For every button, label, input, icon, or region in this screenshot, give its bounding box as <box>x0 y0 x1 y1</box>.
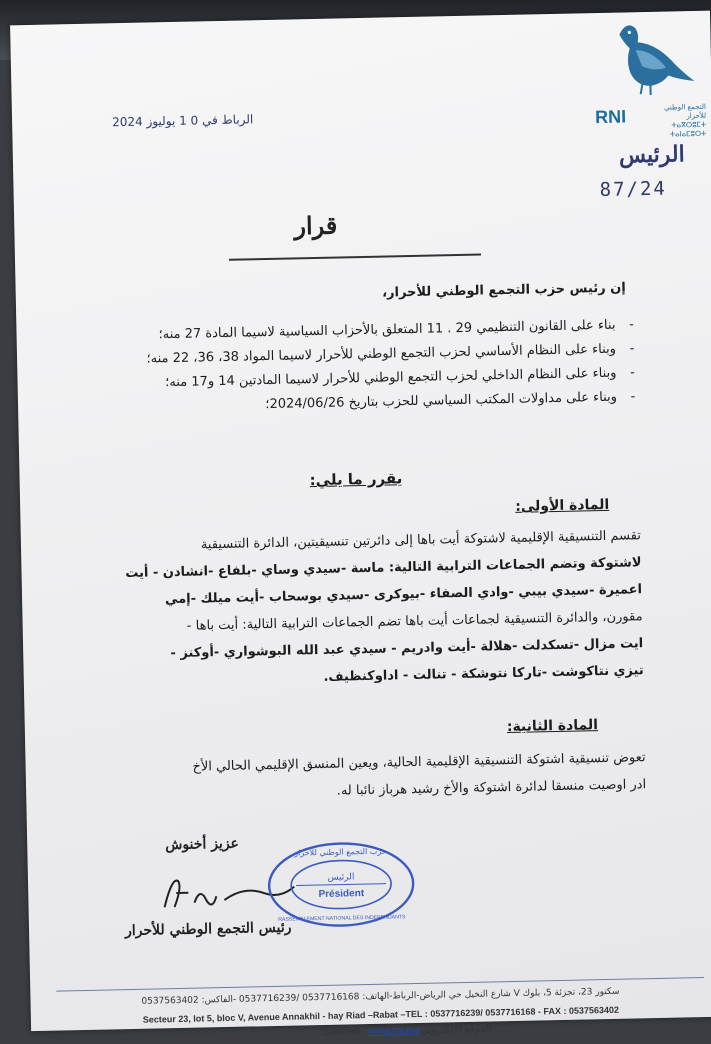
list-item: - وبناء على النظام الداخلي لحزب التجمع الوطني للأحرار لاسيما المادتين 14 و17 منه؛ <box>165 364 635 390</box>
svg-text:Président: Président <box>318 888 365 901</box>
title-underline <box>229 254 481 261</box>
svg-text:RASSEMBLEMENT NATIONAL DES IND: RASSEMBLEMENT NATIONAL DES INDEPENDANTS <box>278 914 406 923</box>
footer-website: SiteWeb : www.rni.ma : الموقع الإلكتروني <box>322 1023 500 1039</box>
signer-name: عزيز أخنوش <box>165 835 240 854</box>
document-page <box>10 11 711 1039</box>
brand-rni: RNI <box>594 106 627 128</box>
article-line: لاشتوكة وتضم الجماعات الترابية التالية: ماسة -سيدي وساي -بلفاع -انشادن - أيت <box>125 555 642 582</box>
official-stamp <box>265 839 417 930</box>
decides-heading: يقرر ما يلي: <box>309 469 403 490</box>
list-item: - وبناء على النظام الأساسي لحزب التجمع الوطني للأحرار لاسيما المواد 38، 36، 22 منه؛ <box>146 340 635 367</box>
date-line: الرباط في 0 1 يوليوز 2024 <box>111 112 254 130</box>
article-line: اعميرة -سيدي بيبي -وادي الصفاء -بيوكرى -سيدي بوسحاب -أيت ميلك -إمي <box>164 582 643 608</box>
svg-text:حزب التجمع الوطني للأحرار: حزب التجمع الوطني للأحرار <box>294 846 387 858</box>
logo-party-name: التجمع الوطني للأحرار ⵜⴰⴳⵔⵓⵎⵜ ⵜⴰⵏⴰⵎⵓⵔⵜ <box>663 102 707 139</box>
article-line: تقسم التنسيقية الإقليمية لاشتوكة أيت باها إلى دائرتين تنسيقيتين، الدائرة التنسيقية <box>200 528 642 553</box>
dove-logo-icon <box>605 19 697 101</box>
article-1-heading: المادة الأولى: <box>515 496 610 515</box>
document-title: قرار <box>294 210 338 241</box>
footer-address-ar: سكتور 23، تجزئة 5، بلوك V شارع النخيل حي الرياض-الرباط-الهاتف: 0537716168 /0537716239 -الفاكس: 0537563402 <box>141 986 620 1007</box>
website-link[interactable]: www.rni.ma <box>368 1024 421 1038</box>
svg-text:الرئيس: الرئيس <box>327 872 355 883</box>
footer-address-fr: Secteur 23, lot 5, bloc V, Avenue Annakhil - hay Riad –Rabat –TEL : 0537716239/ 0537716168 - FAX : 0537563402 <box>142 1004 620 1025</box>
list-item: - وبناء على مداولات المكتب السياسي للحزب بتاريخ 2024/06/26؛ <box>265 388 636 412</box>
signer-title: رئيس التجمع الوطني للأحرار <box>124 919 292 940</box>
intro-line: إن رئيس حزب التجمع الوطني للأحرار، <box>381 280 626 301</box>
article-line: ادر اوصيت منسقا لدائرة اشتوكة والأخ رشيد هرباز نائبا له. <box>336 777 647 799</box>
president-label: الرئيس <box>618 141 685 169</box>
article-line: مقورن، والدائرة التنسيقية لجماعات أيت باها تضم الجماعات الترابية التالية: أيت باها - <box>186 609 643 634</box>
article-2-heading: المادة الثانية: <box>506 717 599 736</box>
list-item: - بناء على القانون التنظيمي 29 . 11 المتعلق بالأحزاب السياسية لاسيما المادة 27 منه؛ <box>158 316 634 342</box>
article-line: تعوض تنسيقية اشتوكة التنسيقية الإقليمية الحالية، ويعين المنسق الإقليمي الحالي الأخ <box>192 750 646 775</box>
preamble-list <box>86 312 643 420</box>
article-2-body <box>89 744 646 810</box>
reference-number: 87/24 <box>599 177 668 202</box>
article-line: تيزي نتاكوشت -تاركا نتوشكة - تنالت - اداوكنظيف. <box>323 663 644 685</box>
article-line: ايت مزال -تسكدلت -هلالة -أيت وادريم - سيدي عبد الله البوشواري -أوكنز - <box>170 636 644 662</box>
article-1-body <box>81 522 644 696</box>
